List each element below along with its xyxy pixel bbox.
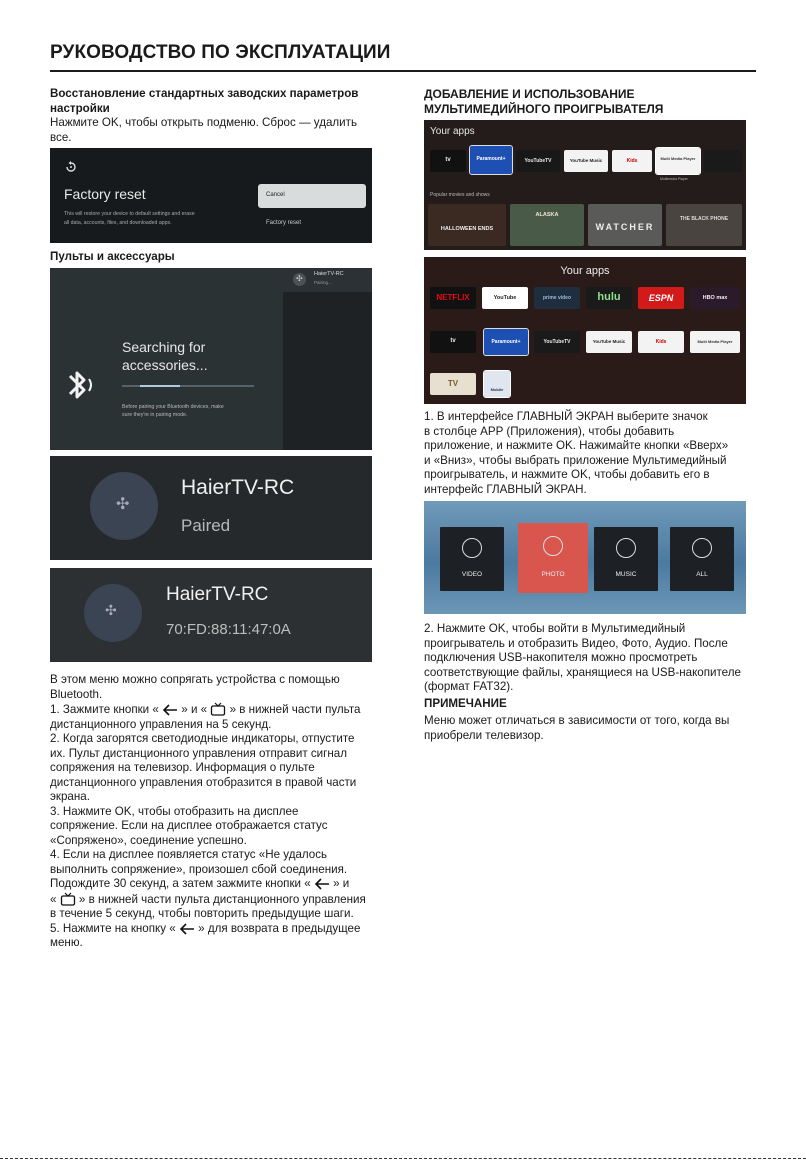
app-label: hulu [597, 291, 621, 303]
tv-icon [210, 702, 226, 716]
app-label: Mobile [490, 387, 504, 392]
reset-text-line: все. [50, 130, 72, 144]
media-heading-line: ДОБАВЛЕНИЕ И ИСПОЛЬЗОВАНИЕ [424, 87, 635, 101]
text-fragment: » и « [181, 703, 208, 716]
reset-icon [64, 160, 78, 174]
text-line: приложение, и нажмите OK. Нажимайте кнопки «Вверх» [424, 439, 729, 452]
tv-tile[interactable] [430, 373, 476, 395]
your-apps-title: Your apps [430, 126, 475, 137]
reset-heading-line: Восстановление стандартных заводских параметров [50, 87, 359, 100]
note-text [424, 714, 729, 743]
all-icon [692, 538, 712, 558]
hulu-tile[interactable] [586, 287, 632, 309]
espn-tile[interactable] [638, 287, 684, 309]
factory-reset-button[interactable]: Factory reset [266, 220, 302, 226]
back-arrow-icon [314, 878, 330, 890]
text-line: проигрыватель, и нажмите OK, чтобы добавить его в [424, 468, 710, 481]
factory-reset-screenshot [50, 148, 372, 243]
text-line: 1. В интерфейсе ГЛАВНЫЙ ЭКРАН выберите значок [424, 410, 708, 423]
note-heading: ПРИМЕЧАНИЕ [424, 697, 507, 710]
text-line: дистанционного управления на 5 секунд. [50, 717, 272, 731]
mac-address-screenshot [50, 568, 372, 662]
device-row [283, 268, 372, 292]
remote-avatar [293, 273, 306, 286]
photo-tile[interactable] [518, 523, 588, 593]
remotes-heading: Пульты и аксессуары [50, 250, 175, 263]
bluetooth-icon [64, 366, 98, 404]
text-line [50, 877, 380, 892]
back-arrow-icon [162, 704, 178, 716]
youtube-kids-tile[interactable] [612, 150, 652, 172]
all-tile[interactable] [670, 527, 734, 591]
text-fragment: 1. Зажмите кнопки « [50, 703, 159, 716]
remote-avatar [84, 584, 142, 642]
page-title: РУКОВОДСТВО ПО ЭКСПЛУАТАЦИИ [50, 42, 391, 63]
reset-text [50, 116, 357, 145]
movie-tile[interactable] [666, 204, 742, 246]
movie-tile[interactable] [428, 204, 506, 246]
text-line: 4. Если на дисплее появляется статус «Не удалось [50, 848, 328, 861]
bluetooth-instructions [50, 673, 380, 951]
hbo-max-tile[interactable] [690, 287, 740, 309]
netflix-tile[interactable] [430, 287, 476, 309]
step1-text [424, 410, 728, 497]
app-label: TV [447, 379, 459, 388]
text-line: Меню может отличаться в зависимости от того, когда вы [424, 714, 730, 727]
text-line: (формат FAT32). [424, 680, 514, 693]
text-line: и «Вниз», чтобы выбрать приложение Мультимедийный [424, 453, 727, 467]
app-label: YouTube [493, 295, 517, 301]
desc-line: This will restore your device to default settings and erase [64, 211, 195, 217]
youtube-music-tile[interactable] [586, 331, 632, 353]
your-apps-row-screenshot [424, 120, 746, 250]
movie-title: HALLOWEEN ENDS [440, 226, 494, 232]
tile-label: MUSIC [615, 571, 637, 578]
movie-title: WATCHER [595, 222, 655, 232]
mobile-tile[interactable] [484, 371, 510, 397]
app-label: Kids [626, 158, 638, 164]
searching-line: accessories... [122, 357, 208, 373]
text-line: в столбце APP (Приложения), чтобы добавить [424, 424, 675, 438]
text-fragment: » в нижней части пульта дистанционного управления [78, 892, 366, 906]
app-label: YouTube Music [592, 339, 626, 344]
extra-tile[interactable] [704, 150, 742, 172]
app-label: Paramount+ [491, 339, 521, 345]
text-line: дистанционного управления отобразится в правой части [50, 775, 357, 789]
tile-label: VIDEO [461, 571, 483, 578]
searching-line: Searching for [122, 339, 206, 355]
paired-device-name: HaierTV-RC [181, 476, 295, 499]
app-label: HBO max [702, 295, 728, 301]
search-progress-fill [140, 385, 180, 387]
media-heading [424, 87, 663, 116]
pairing-hint [122, 403, 224, 419]
youtube-tv-tile[interactable] [516, 150, 560, 172]
device-status: Pairing... [314, 280, 332, 285]
remote-avatar [90, 472, 158, 540]
text-line: экрана. [50, 790, 90, 803]
youtube-music-tile[interactable] [564, 150, 608, 172]
text-line: выполнить сопряжение», произошел сбой соединения. [50, 862, 348, 876]
text-line: соответствующие файлы, хранящиеся на USB-накопителе [424, 665, 741, 679]
searching-text [122, 338, 208, 374]
paramount-tile[interactable] [484, 329, 528, 355]
back-arrow-icon [179, 923, 195, 935]
app-label: Kids [655, 339, 667, 345]
text-fragment: Подождите 30 секунд, а затем зажмите кнопки « [50, 877, 311, 890]
music-icon [616, 538, 636, 558]
reset-text-line: Нажмите OK, чтобы открыть подменю. Сброс — удалить [50, 116, 358, 129]
prime-video-tile[interactable] [534, 287, 580, 309]
multimedia-player-tile[interactable] [656, 148, 700, 174]
reset-heading [50, 87, 358, 116]
step2-text [424, 622, 741, 695]
remote-icon: ✣ [296, 274, 303, 283]
video-tile[interactable] [440, 527, 504, 591]
footer-divider [0, 1158, 806, 1159]
reset-heading-line: настройки [50, 101, 110, 115]
app-label: prime video [542, 295, 572, 301]
paired-status: Paired [181, 516, 231, 535]
text-fragment: » для возврата в предыдущее [198, 921, 361, 935]
music-tile[interactable] [594, 527, 658, 591]
search-progress [122, 385, 254, 387]
youtube-tv-tile[interactable] [534, 331, 580, 353]
movie-tile[interactable] [588, 204, 662, 246]
text-line: интерфейс ГЛАВНЫЙ ЭКРАН. [424, 482, 587, 496]
youtube-tile[interactable] [482, 287, 528, 309]
bluetooth-search-screenshot [50, 268, 372, 450]
multimedia-caption: Multimedia Player [660, 177, 688, 181]
tile-label: PHOTO [541, 571, 565, 578]
app-label: tv [445, 157, 451, 163]
paramount-tile[interactable] [470, 146, 512, 174]
text-fragment: » в нижней части пульта [229, 703, 361, 716]
app-label: YouTube Music [569, 158, 603, 163]
tv-icon [60, 892, 76, 906]
app-label: ESPN [648, 293, 674, 303]
tile-label: ALL [696, 571, 708, 578]
text-line: В этом меню можно сопрягать устройства с помощью [50, 673, 340, 686]
text-line: Bluetooth. [50, 687, 103, 701]
remote-icon: ✣ [116, 496, 130, 513]
app-label: Multi Media Player [660, 156, 696, 161]
cancel-button[interactable] [258, 184, 366, 208]
text-fragment: « [50, 892, 57, 906]
multimedia-player-tile[interactable] [690, 331, 740, 353]
your-apps-grid-screenshot [424, 257, 746, 404]
text-line [50, 702, 380, 718]
text-fragment: » и [333, 877, 350, 890]
hint-line: sure they're in pairing mode. [122, 412, 188, 418]
text-line: меню. [50, 936, 83, 949]
movie-tile[interactable] [510, 204, 584, 246]
movie-title: THE BLACK PHONE [679, 216, 729, 222]
app-label: Multi Media Player [697, 339, 733, 344]
text-line: проигрыватель и отобразить Видео, Фото, Аудио. После [424, 636, 728, 650]
hint-line: Before pairing your Bluetooth devices, make [122, 404, 224, 410]
text-line: сопряжения на телевизор. Информация о пульте [50, 761, 315, 774]
movie-title: ALASKA [535, 212, 559, 218]
text-line: 2. Нажмите OK, чтобы войти в Мультимедийный [424, 622, 686, 635]
text-line: приобрели телевизор. [424, 728, 544, 742]
mac-device-name: HaierTV-RC [166, 584, 269, 605]
app-label: YouTubeTV [543, 339, 571, 345]
apple-tv-tile[interactable] [430, 150, 466, 172]
youtube-kids-tile[interactable] [638, 331, 684, 353]
text-line: 3. Нажмите OK, чтобы отобразить на дисплее [50, 804, 299, 818]
media-heading-line: МУЛЬТИМЕДИЙНОГО ПРОИГРЫВАТЕЛЯ [424, 101, 664, 116]
app-label: tv [450, 338, 456, 344]
text-line: сопряжение. Если на дисплее отображается статус [50, 819, 328, 832]
text-line [50, 892, 380, 908]
apple-tv-tile[interactable] [430, 331, 476, 353]
your-apps-title: Your apps [560, 265, 610, 277]
popular-heading: Popular movies and shows [430, 192, 490, 198]
text-line: «Сопряжено», соединение успешно. [50, 833, 247, 847]
media-player-screenshot [424, 501, 746, 614]
paired-screenshot [50, 456, 372, 560]
app-label: YouTubeTV [524, 158, 552, 164]
desc-line: all data, accounts, files, and downloaded apps. [64, 220, 172, 226]
text-line: 2. Когда загорятся светодиодные индикаторы, отпустите [50, 732, 355, 745]
remote-icon: ✣ [105, 602, 117, 618]
device-panel [283, 268, 372, 450]
text-line: подключения USB-накопителя можно просмотреть [424, 651, 698, 664]
text-line [50, 922, 380, 937]
photo-icon [543, 536, 563, 556]
text-fragment: 5. Нажмите на кнопку « [50, 921, 176, 935]
app-label: Paramount+ [476, 156, 506, 162]
mac-address: 70:FD:88:11:47:0A [166, 621, 291, 638]
cancel-label: Cancel [266, 192, 285, 198]
text-line: в течение 5 секунд, чтобы повторить предыдущие шаги. [50, 907, 354, 920]
header-divider [50, 70, 756, 72]
factory-reset-title: Factory reset [64, 186, 146, 202]
factory-reset-desc [64, 210, 195, 228]
text-line: их. Пульт дистанционного управления отправит сигнал [50, 746, 347, 760]
app-label: NETFLIX [436, 293, 470, 302]
device-name: HaierTV-RC [314, 271, 344, 277]
video-icon [462, 538, 482, 558]
